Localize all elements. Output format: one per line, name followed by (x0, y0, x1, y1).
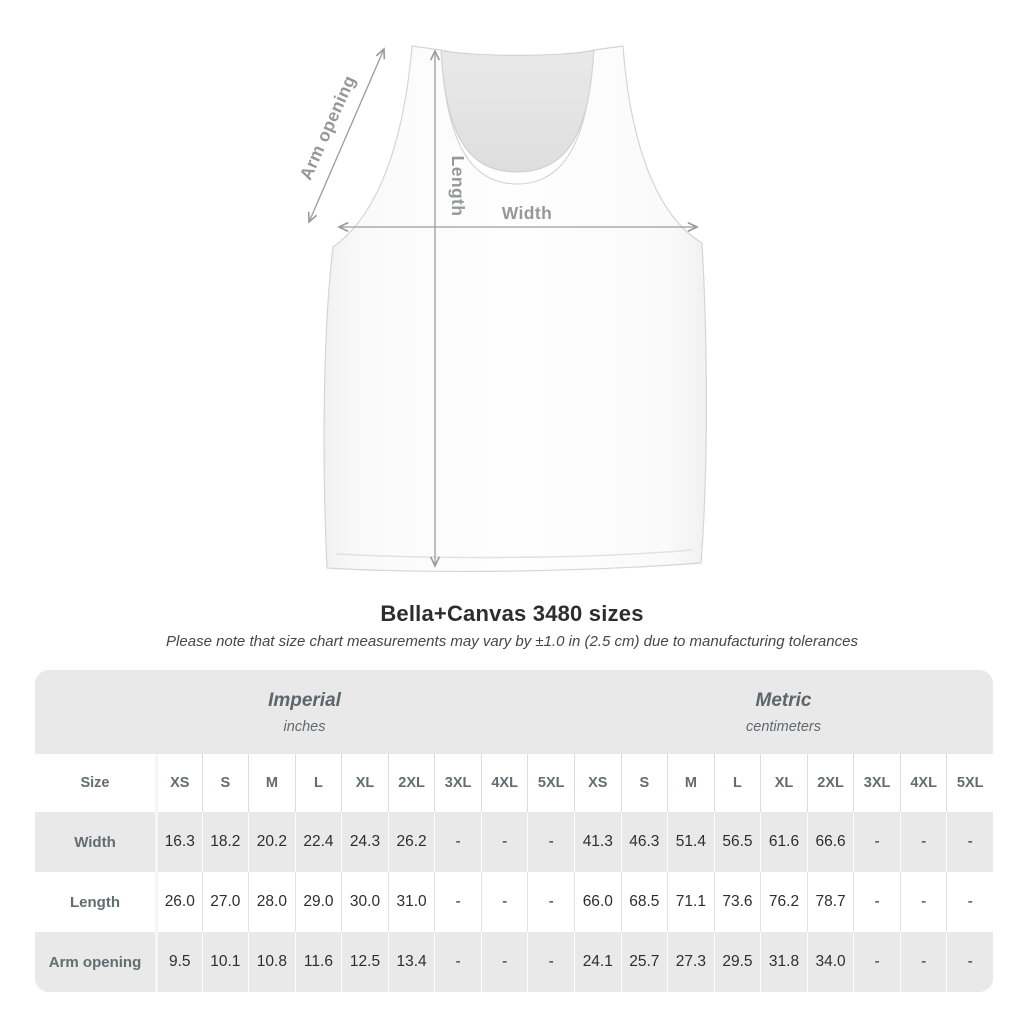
size-header-imperial-xl: XL (341, 754, 388, 812)
value-cell: 76.2 (760, 872, 807, 932)
value-cell: - (481, 932, 528, 992)
size-header-imperial-5xl: 5XL (527, 754, 574, 812)
size-column-header: Size (35, 754, 155, 812)
size-header-metric-4xl: 4XL (900, 754, 947, 812)
value-cell: - (853, 812, 900, 872)
value-cell: 22.4 (295, 812, 342, 872)
value-cell: 9.5 (155, 932, 202, 992)
value-cell: 24.1 (574, 932, 621, 992)
value-cell: 61.6 (760, 812, 807, 872)
value-cell: 25.7 (621, 932, 668, 992)
size-header-metric-l: L (714, 754, 761, 812)
imperial-sublabel: inches (283, 718, 326, 735)
value-cell: - (481, 812, 528, 872)
size-header-metric-s: S (621, 754, 668, 812)
value-cell: 13.4 (388, 932, 435, 992)
value-cell: 56.5 (714, 812, 761, 872)
page-title: Bella+Canvas 3480 sizes (380, 601, 644, 626)
size-header-metric-xs: XS (574, 754, 621, 812)
value-cell: 29.0 (295, 872, 342, 932)
title-block (0, 601, 1024, 650)
arm-opening-label: Arm opening (295, 72, 360, 183)
size-header-imperial-s: S (202, 754, 249, 812)
value-cell: - (527, 932, 574, 992)
value-cell: - (900, 872, 947, 932)
value-cell: - (946, 812, 993, 872)
imperial-label: Imperial (268, 689, 341, 711)
value-cell: 10.1 (202, 932, 249, 992)
value-cell: 20.2 (248, 812, 295, 872)
size-header-metric-5xl: 5XL (946, 754, 993, 812)
row-label: Arm opening (35, 932, 155, 992)
size-header-metric-xl: XL (760, 754, 807, 812)
size-header-imperial-4xl: 4XL (481, 754, 528, 812)
size-header-imperial-xs: XS (155, 754, 202, 812)
value-cell: 46.3 (621, 812, 668, 872)
size-header-imperial-l: L (295, 754, 342, 812)
value-cell: 27.3 (667, 932, 714, 992)
size-header-metric-3xl: 3XL (853, 754, 900, 812)
value-cell: 71.1 (667, 872, 714, 932)
value-cell: - (527, 812, 574, 872)
size-header-imperial-3xl: 3XL (434, 754, 481, 812)
value-cell: 28.0 (248, 872, 295, 932)
value-cell: - (434, 872, 481, 932)
value-cell: 34.0 (807, 932, 854, 992)
size-header-metric-2xl: 2XL (807, 754, 854, 812)
value-cell: 10.8 (248, 932, 295, 992)
value-cell: 27.0 (202, 872, 249, 932)
value-cell: 31.0 (388, 872, 435, 932)
size-header-imperial-2xl: 2XL (388, 754, 435, 812)
value-cell: - (946, 932, 993, 992)
value-cell: 41.3 (574, 812, 621, 872)
value-cell: - (434, 932, 481, 992)
value-cell: 11.6 (295, 932, 342, 992)
value-cell: 26.2 (388, 812, 435, 872)
value-cell: 18.2 (202, 812, 249, 872)
metric-band (574, 670, 993, 754)
value-cell: 31.8 (760, 932, 807, 992)
value-cell: 29.5 (714, 932, 761, 992)
value-cell: - (434, 812, 481, 872)
value-cell: 66.6 (807, 812, 854, 872)
value-cell: 16.3 (155, 812, 202, 872)
size-header-metric-m: M (667, 754, 714, 812)
value-cell: 51.4 (667, 812, 714, 872)
value-cell: 24.3 (341, 812, 388, 872)
tolerance-note: Please note that size chart measurements may vary by ±1.0 in (2.5 cm) due to manufacturing tolerances (166, 633, 858, 650)
metric-sublabel: centimeters (746, 718, 821, 735)
value-cell: 78.7 (807, 872, 854, 932)
row-label: Width (35, 812, 155, 872)
value-cell: - (527, 872, 574, 932)
value-cell: 73.6 (714, 872, 761, 932)
value-cell: - (481, 872, 528, 932)
value-cell: - (900, 812, 947, 872)
value-cell: 12.5 (341, 932, 388, 992)
width-label: Width (501, 203, 553, 223)
size-table (35, 670, 993, 992)
value-cell: - (900, 932, 947, 992)
value-cell: - (946, 872, 993, 932)
value-cell: 68.5 (621, 872, 668, 932)
length-label: Length (448, 155, 468, 217)
value-cell: 26.0 (155, 872, 202, 932)
value-cell: - (853, 872, 900, 932)
value-cell: 66.0 (574, 872, 621, 932)
metric-label: Metric (755, 689, 812, 711)
value-cell: - (853, 932, 900, 992)
value-cell: 30.0 (341, 872, 388, 932)
imperial-band (35, 670, 574, 754)
row-label: Length (35, 872, 155, 932)
size-header-imperial-m: M (248, 754, 295, 812)
